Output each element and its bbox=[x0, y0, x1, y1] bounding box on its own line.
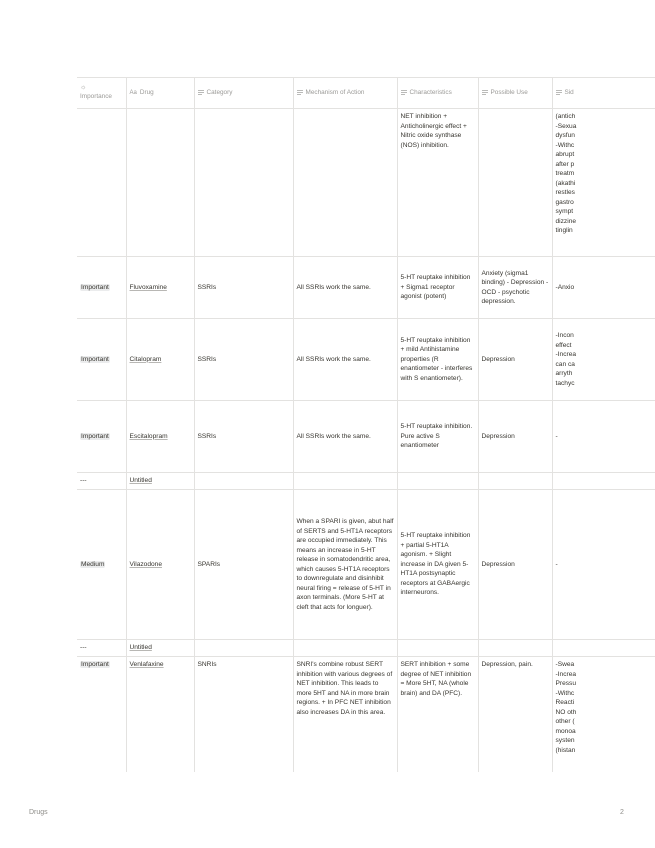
side-effect-line: -Swea bbox=[555, 661, 575, 668]
cell-characteristics[interactable]: 5-HT reuptake inhibition + partial 5-HT1A agonism. + Slight increase in DA given 5-HT1A postsynaptic receptors at GABAergic interneurons. bbox=[397, 490, 478, 640]
table-row bbox=[77, 473, 655, 490]
cell-side-effects[interactable] bbox=[552, 401, 655, 473]
side-effect-line: -Anxio bbox=[555, 283, 575, 291]
cell-importance[interactable] bbox=[77, 257, 126, 319]
importance-tag: Important bbox=[81, 432, 109, 440]
header-importance-label: Importance bbox=[80, 93, 112, 101]
table-row bbox=[77, 257, 655, 319]
side-effect-line: sympt bbox=[555, 208, 574, 215]
side-effect-line: dysfun bbox=[555, 132, 575, 139]
cell-category[interactable]: SPARIs bbox=[194, 490, 293, 640]
header-possible-use[interactable] bbox=[478, 78, 552, 109]
text-type-icon: Aa bbox=[129, 89, 137, 96]
cell-drug[interactable] bbox=[126, 490, 194, 640]
cell-possible-use[interactable]: Anxiety (sigma1 binding) - Depression -OCD - psychotic depression. bbox=[478, 257, 552, 319]
drug-link[interactable]: Escitalopram bbox=[129, 432, 168, 440]
side-effect-line: gastro bbox=[555, 198, 574, 206]
cell-possible-use[interactable] bbox=[478, 473, 552, 490]
table-row bbox=[77, 490, 655, 640]
cell-importance[interactable] bbox=[77, 319, 126, 401]
header-importance[interactable] bbox=[77, 78, 126, 109]
cell-drug[interactable] bbox=[126, 473, 194, 490]
cell-importance[interactable] bbox=[77, 657, 126, 773]
cell-mechanism[interactable]: SNRI's combine robust SERT inhibition with various degrees of NET inhibition. This leads to more 5HT and NA in more brain regions. + In PFC NET inhibition also increases DA in this area. bbox=[293, 657, 397, 773]
cell-characteristics[interactable]: SERT inhibition + some degree of NET inhibition = More 5HT, NA (whole brain) and DA (PFC). bbox=[397, 657, 478, 773]
side-effect-line: can ca bbox=[555, 360, 575, 368]
text-lines-icon bbox=[198, 90, 204, 95]
importance-empty: --- bbox=[80, 644, 87, 652]
drug-link[interactable]: Fluvoxamine bbox=[129, 283, 167, 291]
cell-characteristics[interactable]: 5-HT reuptake inhibition + Sigma1 receptor agonist (potent) bbox=[397, 257, 478, 319]
side-effect-line: Pressu bbox=[555, 680, 577, 687]
cell-mechanism[interactable]: All SSRIs work the same. bbox=[293, 257, 397, 319]
page-number: 2 bbox=[620, 809, 624, 816]
cell-drug[interactable] bbox=[126, 319, 194, 401]
side-effect-line: after p bbox=[555, 160, 575, 168]
side-effect-line: -Withc bbox=[555, 141, 575, 149]
cell-possible-use[interactable] bbox=[478, 640, 552, 657]
header-mechanism[interactable] bbox=[293, 78, 397, 109]
header-drug-label: Drug bbox=[139, 88, 154, 96]
side-effect-line: treatm bbox=[555, 170, 575, 177]
cell-side-effects[interactable] bbox=[552, 257, 655, 319]
cell-importance[interactable] bbox=[77, 109, 126, 257]
cell-category[interactable]: SSRIs bbox=[194, 257, 293, 319]
cell-side-effects[interactable] bbox=[552, 657, 655, 773]
side-effect-line: (akathi bbox=[555, 179, 576, 187]
drug-link[interactable]: Untitled bbox=[129, 477, 152, 485]
cell-category[interactable] bbox=[194, 640, 293, 657]
header-characteristics-label: Characteristics bbox=[409, 89, 452, 97]
text-lines-icon bbox=[482, 90, 488, 95]
side-effect-line: (antich bbox=[555, 113, 576, 120]
side-effect-line: -Sexua bbox=[555, 122, 577, 130]
cell-importance[interactable] bbox=[77, 401, 126, 473]
side-effect-line: other ( bbox=[555, 718, 575, 725]
side-effect-line: arryth bbox=[555, 370, 573, 377]
cell-importance[interactable] bbox=[77, 640, 126, 657]
importance-tag: Important bbox=[81, 355, 109, 363]
side-effect-line: -Increa bbox=[555, 351, 577, 358]
text-lines-icon bbox=[297, 90, 303, 95]
drug-link[interactable]: Citalopram bbox=[129, 355, 162, 363]
side-effect-line: (histan bbox=[555, 746, 576, 754]
side-effect-line: NO oth bbox=[555, 708, 577, 716]
header-side-effects-label: Sid bbox=[564, 89, 574, 97]
header-possible-use-label: Possible Use bbox=[490, 89, 528, 97]
header-category-label: Category bbox=[206, 89, 233, 97]
drug-link[interactable]: Vilazodone bbox=[129, 560, 163, 568]
drug-link[interactable]: Venlafaxine bbox=[129, 661, 164, 668]
cell-characteristics[interactable]: 5-HT reuptake inhibition. Pure active S enantiometer bbox=[397, 401, 478, 473]
side-effect-line: Reacti bbox=[555, 699, 575, 706]
cell-drug[interactable] bbox=[126, 401, 194, 473]
cell-side-effects[interactable] bbox=[552, 490, 655, 640]
side-effect-line: tinglin bbox=[555, 227, 573, 234]
table-row bbox=[77, 640, 655, 657]
cell-side-effects[interactable] bbox=[552, 640, 655, 657]
cell-possible-use[interactable]: Depression, pain. bbox=[478, 657, 552, 773]
cell-possible-use[interactable]: Depression bbox=[478, 490, 552, 640]
table-row bbox=[77, 319, 655, 401]
cell-category[interactable]: SSRIs bbox=[194, 401, 293, 473]
cell-drug[interactable] bbox=[126, 640, 194, 657]
table-row bbox=[77, 109, 655, 257]
header-side-effects[interactable] bbox=[552, 78, 655, 109]
header-category[interactable] bbox=[194, 78, 293, 109]
side-effect-line: systen bbox=[555, 737, 575, 744]
side-effect-line: monoa bbox=[555, 727, 576, 735]
cell-mechanism[interactable] bbox=[293, 640, 397, 657]
header-drug[interactable] bbox=[126, 78, 194, 109]
cell-drug[interactable] bbox=[126, 109, 194, 257]
cell-characteristics[interactable]: NET inhibition + Anticholinergic effect + Nitric oxide synthase (NOS) inhibition. bbox=[397, 109, 478, 257]
side-effect-line: - bbox=[555, 560, 558, 568]
importance-empty: --- bbox=[80, 477, 87, 485]
cell-characteristics[interactable] bbox=[397, 640, 478, 657]
importance-tag: Important bbox=[81, 283, 109, 291]
cell-importance[interactable] bbox=[77, 490, 126, 640]
cell-characteristics[interactable] bbox=[397, 473, 478, 490]
cell-importance[interactable] bbox=[77, 473, 126, 490]
cell-mechanism[interactable]: All SSRIs work the same. bbox=[293, 319, 397, 401]
text-lines-icon bbox=[556, 90, 562, 95]
table-row bbox=[77, 401, 655, 473]
cell-possible-use[interactable]: Depression bbox=[478, 319, 552, 401]
cell-mechanism[interactable] bbox=[293, 109, 397, 257]
cell-possible-use[interactable] bbox=[478, 109, 552, 257]
side-effect-line: - bbox=[555, 432, 558, 440]
side-effect-line: -Increa bbox=[555, 670, 577, 678]
header-characteristics[interactable] bbox=[397, 78, 478, 109]
side-effect-line: abrupt bbox=[555, 151, 575, 158]
drug-link[interactable]: Untitled bbox=[129, 644, 152, 652]
cell-characteristics[interactable]: 5-HT reuptake inhibition + mild Antihistamine properties (R enantiometer - interferes with S enantiometer). bbox=[397, 319, 478, 401]
cell-mechanism[interactable]: All SSRIs work the same. bbox=[293, 401, 397, 473]
cell-category[interactable] bbox=[194, 109, 293, 257]
drug-table bbox=[77, 77, 655, 772]
table-row bbox=[77, 657, 655, 773]
header-row bbox=[77, 78, 655, 109]
side-effect-line: -Withc bbox=[555, 689, 575, 697]
cell-side-effects[interactable] bbox=[552, 109, 655, 257]
cell-mechanism[interactable]: When a SPARI is given, abut half of SERTS and 5-HT1A receptors are occupied immediately. This means an increase in 5-HT release in somatodendritic area, which causes 5-HT1A receptors to downregulate and disinhibit neural firing = release of 5-HT in axon terminals. (More 5-HT at cleft that acts for longuer). bbox=[293, 490, 397, 640]
cell-drug[interactable] bbox=[126, 657, 194, 773]
side-effect-line: tachyc bbox=[555, 379, 575, 387]
cell-side-effects[interactable] bbox=[552, 473, 655, 490]
header-mechanism-label: Mechanism of Action bbox=[305, 89, 365, 97]
side-effect-line: dizzine bbox=[555, 217, 577, 225]
cell-side-effects[interactable] bbox=[552, 319, 655, 401]
cell-category[interactable]: SSRIs bbox=[194, 319, 293, 401]
text-lines-icon bbox=[401, 90, 407, 95]
cell-mechanism[interactable] bbox=[293, 473, 397, 490]
side-effect-line: effect bbox=[555, 341, 572, 349]
side-effect-line: restles bbox=[555, 189, 575, 196]
importance-tag: Important bbox=[81, 661, 109, 668]
footer-title: Drugs bbox=[29, 809, 48, 816]
sun-icon: ☼ bbox=[80, 84, 87, 92]
importance-tag: Medium bbox=[81, 560, 105, 568]
cell-category[interactable]: SNRIs bbox=[194, 657, 293, 773]
cell-drug[interactable] bbox=[126, 257, 194, 319]
side-effect-line: -Incon bbox=[555, 332, 574, 339]
cell-category[interactable] bbox=[194, 473, 293, 490]
cell-possible-use[interactable]: Depression bbox=[478, 401, 552, 473]
drug-table-container bbox=[77, 77, 655, 772]
